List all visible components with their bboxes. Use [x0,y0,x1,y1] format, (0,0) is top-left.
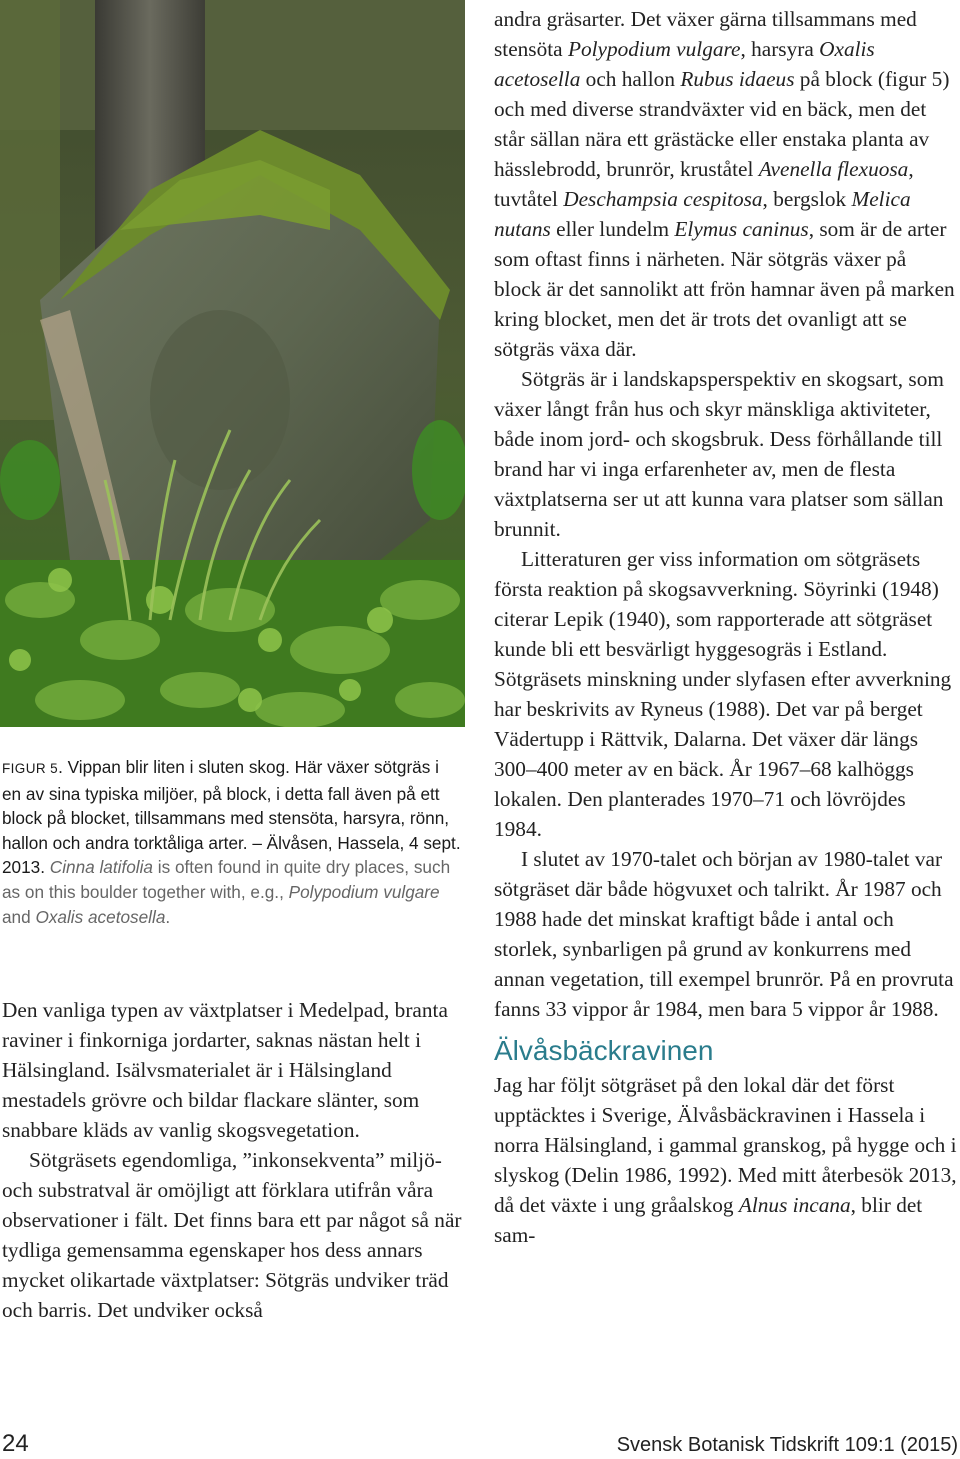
journal-footer: Svensk Botanisk Tidskrift 109:1 (2015) [616,1434,958,1456]
caption-english: Cinna latifolia is often found in quite dry places, such as on this boulder together with, e.g., Polypodium vulgare and Oxalis acetosella. [2,857,451,927]
left-column [2,995,462,1325]
page-number: 24 [2,1430,29,1457]
paragraph: Jag har följt sötgräset på den lokal där det först upptäcktes i Sverige, Älvåsbäckravinen i Hassela i norra Hälsingland, i gammal granskog, på hygge och i slyskog (Delin 1986, 1992). Med mitt återbesök 2013, då det växte i ung gråalskog Alnus incana, blir det sam- [494,1073,957,1247]
right-column [494,4,958,1250]
paragraph: Litteraturen ger viss information om sötgräsets första reaktion på skogsavverkning. Söyrinki (1948) citerar Lepik (1940), som rapporterade att sötgräset kunde bli ett besvärligt hyggesogräs i Estland. Sötgräsets minskning under slyfasen efter avverkning har beskrivits av Ryneus (1988). Det var på berget Vädertupp i Rättvik, Dalarna. Det växer där längs 300–400 meter av en bäck. År 1967–68 kalhöggs lokalen. Den planterades 1970–71 och lövröjdes 1984. [494,547,952,841]
section-heading: Älvåsbäckravinen [494,1035,714,1066]
figure-label: FIGUR 5 [2,761,59,776]
figure-caption [2,755,462,929]
figure-photo [0,0,465,727]
paragraph: Den vanliga typen av växtplatser i Medelpad, branta raviner i finkorniga jordarter, saknas nästan helt i Hälsingland. Isälvsmaterialet är i Hälsingland mestadels grövre och bildar flackare slänter, som snabbare kläds av vanlig skogsvegetation. [2,998,448,1142]
paragraph: I slutet av 1970-talet och början av 1980-talet var sötgräset där både högvuxet och talrikt. År 1987 och 1988 hade det minskat kraftigt både i antal och storlek, synbarligen på grund av konkurrens med annan vegetation, till exempel brunrör. På en provruta fanns 33 vippor år 1984, men bara 5 vippor år 1988. [494,847,954,1021]
caption-swedish: . Vippan blir liten i sluten skog. Här växer sötgräs i en av sina typiska miljöer, på block, i detta fall även på ett block på blocket, tillsammans med stensöta, harsyra, rönn, hallon och andra torktåliga arter. – Älvåsen, Hassela, 4 sept. 2013. [2,757,461,878]
paragraph: Sötgräs är i landskapsperspektiv en skogsart, som växer långt från hus och skyr mänskliga aktiviteter, både inom jord- och skogsbruk. Dess förhållande till brand har vi inga erfarenheter av, men de flesta växtplatserna ser ut att kunna vara platser som sällan brunnit. [494,367,944,541]
paragraph: andra gräsarter. Det växer gärna tillsammans med stensöta Polypodium vulgare, harsyra Oxalis acetosella och hallon Rubus idaeus på block (figur 5) och med diverse strandväxter vid en bäck, men det står sällan nära ett grästäcke eller enstaka planta av hässlebrodd, brunrör, kruståtel Avenella flexuosa, tuvtåtel Deschampsia cespitosa, bergslok Melica nutans eller lundelm Elymus caninus, som är de arter som oftast finns i närheten. När sötgräs växer på block är det sannolikt att frön hamnar även på marken kring blocket, men det är trots det ovanligt att se sötgräs växa där. [494,7,955,361]
paragraph: Sötgräsets egendomliga, ”inkonsekventa” miljö- och substratval är omöjligt att förklara utifrån våra observationer i fält. Det finns bara ett par något så när tydliga gemensamma egenskaper hos dess annars mycket olikartade växtplatser: Sötgräs undviker träd och barris. Det undviker också [2,1148,462,1322]
